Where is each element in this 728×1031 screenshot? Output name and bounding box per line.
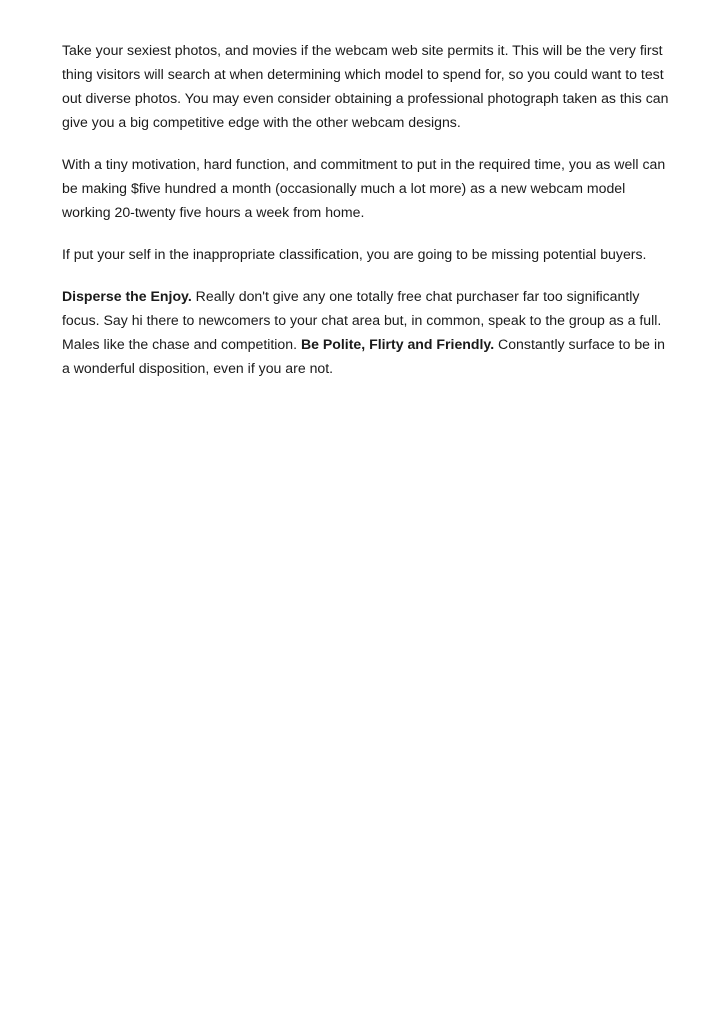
paragraph-4-heading-2: Be Polite, Flirty and Friendly. bbox=[300, 336, 495, 352]
paragraph-1-text: Take your sexiest photos, and movies if the webcam web site permits it. This will be the very first thing visitors will search at when determining which model to spend for, so you could want to test out diverse photos. You may even consider obtaining a professional photograph taken as this can give you a big competitive edge with the other webcam designs. bbox=[62, 42, 669, 130]
paragraph-1 bbox=[62, 38, 672, 134]
paragraph-3 bbox=[62, 242, 672, 266]
paragraph-3-text: If put your self in the inappropriate classification, you are going to be missing potential buyers. bbox=[62, 246, 647, 262]
paragraph-2-text: With a tiny motivation, hard function, and commitment to put in the required time, you as well can be making $five hundred a month (occasionally much a lot more) as a new webcam model working 20-twenty five hours a week from home. bbox=[62, 156, 666, 220]
paragraph-4-text-1: Really don't give any one totally free chat purchaser far too significantly focus. Say hi there to newcomers to your chat area but, in common, speak to the group as a full. Males like the chase and competition. bbox=[62, 288, 662, 352]
paragraph-4-heading-1: Disperse the Enjoy. bbox=[62, 288, 192, 304]
paragraph-2 bbox=[62, 152, 672, 224]
paragraph-4 bbox=[62, 284, 672, 380]
paragraph-4-text-2: Constantly surface to be in a wonderful disposition, even if you are not. bbox=[62, 336, 665, 376]
document-body bbox=[62, 38, 672, 398]
